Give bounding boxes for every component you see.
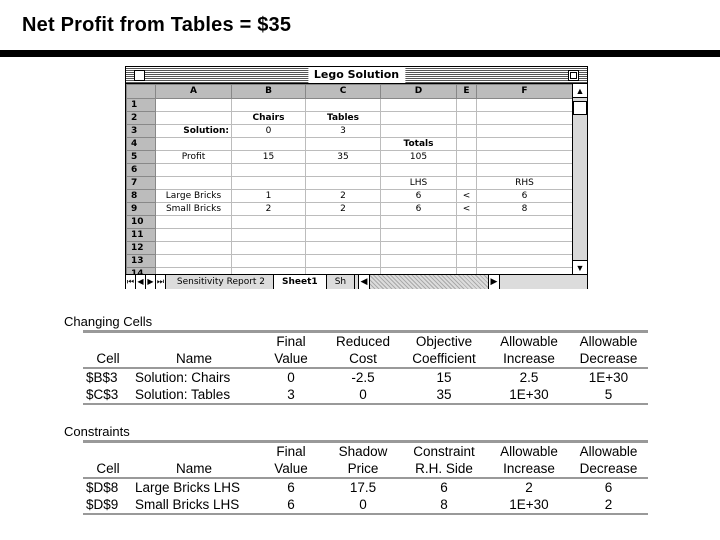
table-cell: 1E+30 xyxy=(489,386,569,404)
table-cell: Small Bricks LHS xyxy=(133,496,255,514)
spreadsheet-row xyxy=(127,203,573,216)
column-header: Increase xyxy=(489,350,569,368)
row-header[interactable]: 7 xyxy=(127,177,156,190)
row-header[interactable]: 12 xyxy=(127,242,156,255)
grid-cell[interactable]: 105 xyxy=(381,151,457,164)
column-header: Objective xyxy=(399,332,489,351)
tab-sheet1[interactable]: Sheet1 xyxy=(274,275,327,289)
tab-sh[interactable]: Sh xyxy=(327,275,355,289)
scroll-right-arrow-icon[interactable]: ▶ xyxy=(488,275,500,289)
table-row xyxy=(83,496,648,514)
changing-cells-table xyxy=(83,330,648,405)
column-header[interactable]: B xyxy=(232,85,306,99)
grid-cell[interactable] xyxy=(381,99,457,112)
grid-cell[interactable] xyxy=(232,99,306,112)
sheet-tab-bar xyxy=(126,274,587,289)
spreadsheet-grid xyxy=(126,84,573,281)
grid-cell[interactable] xyxy=(381,164,457,177)
column-header xyxy=(83,332,133,351)
column-header: Final xyxy=(255,442,327,461)
grid-cell[interactable] xyxy=(232,216,306,229)
grid-cell[interactable]: 1 xyxy=(232,190,306,203)
column-header xyxy=(83,442,133,461)
vertical-scrollbar[interactable] xyxy=(572,84,587,274)
scroll-down-arrow-icon[interactable]: ▼ xyxy=(573,260,587,274)
table-cell: 15 xyxy=(436,370,452,385)
column-header: Decrease xyxy=(569,350,648,368)
column-header: Coefficient xyxy=(399,350,489,368)
column-header: Value xyxy=(255,350,327,368)
grid-cell[interactable] xyxy=(477,125,573,138)
column-header: Allowable xyxy=(489,332,569,351)
grid-cell[interactable] xyxy=(477,138,573,151)
table-row xyxy=(83,386,648,404)
grid-cell[interactable]: 2 xyxy=(306,190,381,203)
scroll-thumb[interactable] xyxy=(573,101,587,115)
table-cell: 0 xyxy=(287,370,295,385)
grid-cell[interactable]: 8 xyxy=(477,203,573,216)
column-header: Reduced xyxy=(327,332,399,351)
table-cell: -2.5 xyxy=(351,370,375,385)
spreadsheet-row xyxy=(127,255,573,268)
zoom-box-icon[interactable] xyxy=(568,70,579,81)
constraints-title: Constraints xyxy=(64,424,130,439)
grid-cell[interactable] xyxy=(306,164,381,177)
spreadsheet-row xyxy=(127,242,573,255)
table-cell: 2.5 xyxy=(519,370,539,385)
window-title: Lego Solution xyxy=(308,67,405,83)
column-header[interactable]: C xyxy=(306,85,381,99)
spreadsheet-window xyxy=(125,66,588,289)
spreadsheet-row xyxy=(127,177,573,190)
table-cell: Large Bricks LHS xyxy=(135,480,241,495)
grid-cell[interactable] xyxy=(477,151,573,164)
column-header: Cell xyxy=(83,460,133,478)
grid-cell[interactable] xyxy=(477,164,573,177)
grid-cell[interactable]: 35 xyxy=(306,151,381,164)
grid-cell[interactable] xyxy=(457,151,477,164)
grid-cell[interactable]: 0 xyxy=(232,125,306,138)
column-header: Cost xyxy=(327,350,399,368)
grid-cell[interactable]: RHS xyxy=(477,177,573,190)
tab-sensitivity-report-2[interactable]: Sensitivity Report 2 xyxy=(169,275,274,289)
grid-cell[interactable] xyxy=(306,216,381,229)
grid-cell[interactable]: < xyxy=(457,203,477,216)
grid-cell[interactable] xyxy=(306,177,381,190)
grid-cell[interactable] xyxy=(381,255,457,268)
grid-cell[interactable]: LHS xyxy=(381,177,457,190)
grid-cell[interactable]: Chairs xyxy=(232,112,306,125)
grid-cell[interactable] xyxy=(477,112,573,125)
table-cell: 6 xyxy=(287,480,295,495)
grid-cell[interactable] xyxy=(457,177,477,190)
table-cell: 5 xyxy=(569,386,648,404)
grid-cell[interactable] xyxy=(457,255,477,268)
grid-cell[interactable] xyxy=(381,125,457,138)
grid-cell[interactable] xyxy=(381,216,457,229)
table-cell: 2 xyxy=(569,496,648,514)
table-cell: 1E+30 xyxy=(588,370,629,385)
column-header[interactable]: D xyxy=(381,85,457,99)
grid-cell[interactable] xyxy=(457,125,477,138)
slide-title: Net Profit from Tables = $35 xyxy=(22,14,292,36)
grid-cell[interactable] xyxy=(477,242,573,255)
table-row xyxy=(83,478,648,496)
header-row xyxy=(83,460,648,478)
row-header[interactable]: 4 xyxy=(127,138,156,151)
grid-cell[interactable]: Totals xyxy=(381,138,457,151)
column-header: Allowable xyxy=(489,442,569,461)
column-header: Allowable xyxy=(569,442,648,461)
grid-cell[interactable] xyxy=(477,229,573,242)
table-cell: 6 xyxy=(255,496,327,514)
table-row xyxy=(83,368,648,386)
grid-cell[interactable] xyxy=(156,216,232,229)
table-cell: 17.5 xyxy=(349,480,377,495)
grid-cell[interactable] xyxy=(457,242,477,255)
grid-cell[interactable] xyxy=(457,112,477,125)
column-header: Price xyxy=(327,460,399,478)
column-header: Decrease xyxy=(569,460,648,478)
grid-cell[interactable] xyxy=(457,164,477,177)
column-header: Name xyxy=(133,460,255,478)
spreadsheet-row xyxy=(127,164,573,177)
scroll-left-arrow-icon[interactable]: ◀ xyxy=(358,275,370,289)
table-cell: $D$8 xyxy=(86,480,119,495)
grid-cell[interactable] xyxy=(156,177,232,190)
table-cell: Solution: Tables xyxy=(133,386,255,404)
column-header[interactable]: F xyxy=(477,85,573,99)
table-cell: 6 xyxy=(604,480,613,495)
grid-cell[interactable] xyxy=(232,177,306,190)
grid-cell[interactable] xyxy=(232,229,306,242)
grid-cell[interactable] xyxy=(156,112,232,125)
select-all-corner[interactable] xyxy=(127,85,156,99)
spreadsheet-row xyxy=(127,112,573,125)
grid-cell[interactable] xyxy=(156,255,232,268)
grid-cell[interactable]: Profit xyxy=(156,151,232,164)
row-header[interactable]: 5 xyxy=(127,151,156,164)
table-cell: $C$3 xyxy=(83,386,133,404)
grid-cell[interactable]: 6 xyxy=(381,190,457,203)
row-header[interactable]: 13 xyxy=(127,255,156,268)
column-header: Final xyxy=(255,332,327,351)
column-header: Cell xyxy=(83,350,133,368)
row-header[interactable]: 8 xyxy=(127,190,156,203)
grid-cell[interactable]: 6 xyxy=(381,203,457,216)
grid-cell[interactable] xyxy=(156,138,232,151)
table-cell: $D$9 xyxy=(83,496,133,514)
table-cell: 1E+30 xyxy=(489,496,569,514)
table-cell: $B$3 xyxy=(86,370,118,385)
spreadsheet-row xyxy=(127,151,573,164)
grid-cell[interactable]: Solution: xyxy=(156,125,232,138)
scroll-up-arrow-icon[interactable]: ▲ xyxy=(573,84,587,98)
grid-cell[interactable]: 3 xyxy=(306,125,381,138)
table-cell: 0 xyxy=(327,386,399,404)
row-header[interactable]: 2 xyxy=(127,112,156,125)
grid-cell[interactable] xyxy=(306,242,381,255)
table-cell: 8 xyxy=(399,496,489,514)
row-header[interactable]: 9 xyxy=(127,203,156,216)
row-header[interactable]: 11 xyxy=(127,229,156,242)
spreadsheet-row xyxy=(127,99,573,112)
grid-cell[interactable] xyxy=(477,216,573,229)
grid-cell[interactable] xyxy=(306,255,381,268)
grid-cell[interactable]: 2 xyxy=(232,203,306,216)
grid-cell[interactable] xyxy=(457,138,477,151)
column-header: Allowable xyxy=(569,332,648,351)
last-sheet-arrow-icon[interactable]: ⏭ xyxy=(156,275,166,289)
column-header: Constraint xyxy=(399,442,489,461)
grid-cell[interactable] xyxy=(306,138,381,151)
grid-cell[interactable] xyxy=(477,99,573,112)
spreadsheet-row xyxy=(127,138,573,151)
grid-cell[interactable] xyxy=(381,229,457,242)
grid-cell[interactable]: 6 xyxy=(477,190,573,203)
grid-cell[interactable]: Large Bricks xyxy=(156,190,232,203)
column-header: Shadow xyxy=(327,442,399,461)
grid-cell[interactable]: Tables xyxy=(306,112,381,125)
grid-cell[interactable] xyxy=(381,112,457,125)
grid-cell[interactable] xyxy=(232,138,306,151)
column-header: Name xyxy=(133,350,255,368)
table-cell: 0 xyxy=(327,496,399,514)
grid-cell[interactable] xyxy=(477,255,573,268)
column-header: Value xyxy=(255,460,327,478)
grid-cell[interactable] xyxy=(306,229,381,242)
table-cell: 3 xyxy=(255,386,327,404)
grid-cell[interactable] xyxy=(156,99,232,112)
spreadsheet-row xyxy=(127,229,573,242)
grid-cell[interactable] xyxy=(156,164,232,177)
grid-cell[interactable] xyxy=(232,164,306,177)
prev-sheet-arrow-icon[interactable]: ◀ xyxy=(136,275,146,289)
horizontal-scroll-track[interactable] xyxy=(370,275,488,289)
row-header[interactable]: 10 xyxy=(127,216,156,229)
row-header[interactable]: 3 xyxy=(127,125,156,138)
header-row xyxy=(83,350,648,368)
column-header[interactable]: A xyxy=(156,85,232,99)
table-cell: 6 xyxy=(440,480,448,495)
grid-cell[interactable]: 2 xyxy=(306,203,381,216)
grid-cell[interactable] xyxy=(156,242,232,255)
spreadsheet-row xyxy=(127,125,573,138)
column-header: Increase xyxy=(489,460,569,478)
grid-cell[interactable] xyxy=(457,216,477,229)
title-divider xyxy=(0,50,720,57)
table-cell: Solution: Chairs xyxy=(135,370,231,385)
grid-cell[interactable]: Small Bricks xyxy=(156,203,232,216)
row-header[interactable]: 6 xyxy=(127,164,156,177)
grid-cell[interactable] xyxy=(306,99,381,112)
table-cell: 2 xyxy=(525,480,533,495)
grid-cell[interactable] xyxy=(457,99,477,112)
grid-cell[interactable] xyxy=(457,229,477,242)
column-header xyxy=(133,442,255,461)
close-box-icon[interactable] xyxy=(134,70,145,81)
grid-cell[interactable] xyxy=(232,242,306,255)
next-sheet-arrow-icon[interactable]: ▶ xyxy=(146,275,156,289)
spreadsheet-row xyxy=(127,216,573,229)
grid-cell[interactable]: < xyxy=(457,190,477,203)
table-cell: 35 xyxy=(399,386,489,404)
column-header xyxy=(133,332,255,351)
first-sheet-arrow-icon[interactable]: ⏮ xyxy=(126,275,136,289)
row-header[interactable]: 1 xyxy=(127,99,156,112)
grid-cell[interactable] xyxy=(156,229,232,242)
header-row xyxy=(83,332,648,351)
constraints-table xyxy=(83,440,648,515)
grid-cell[interactable] xyxy=(381,242,457,255)
grid-cell[interactable]: 15 xyxy=(232,151,306,164)
column-header[interactable]: E xyxy=(457,85,477,99)
changing-cells-title: Changing Cells xyxy=(64,314,153,329)
header-row xyxy=(83,442,648,461)
spreadsheet-row xyxy=(127,190,573,203)
window-titlebar[interactable] xyxy=(126,67,587,84)
grid-cell[interactable] xyxy=(232,255,306,268)
column-header: R.H. Side xyxy=(399,460,489,478)
